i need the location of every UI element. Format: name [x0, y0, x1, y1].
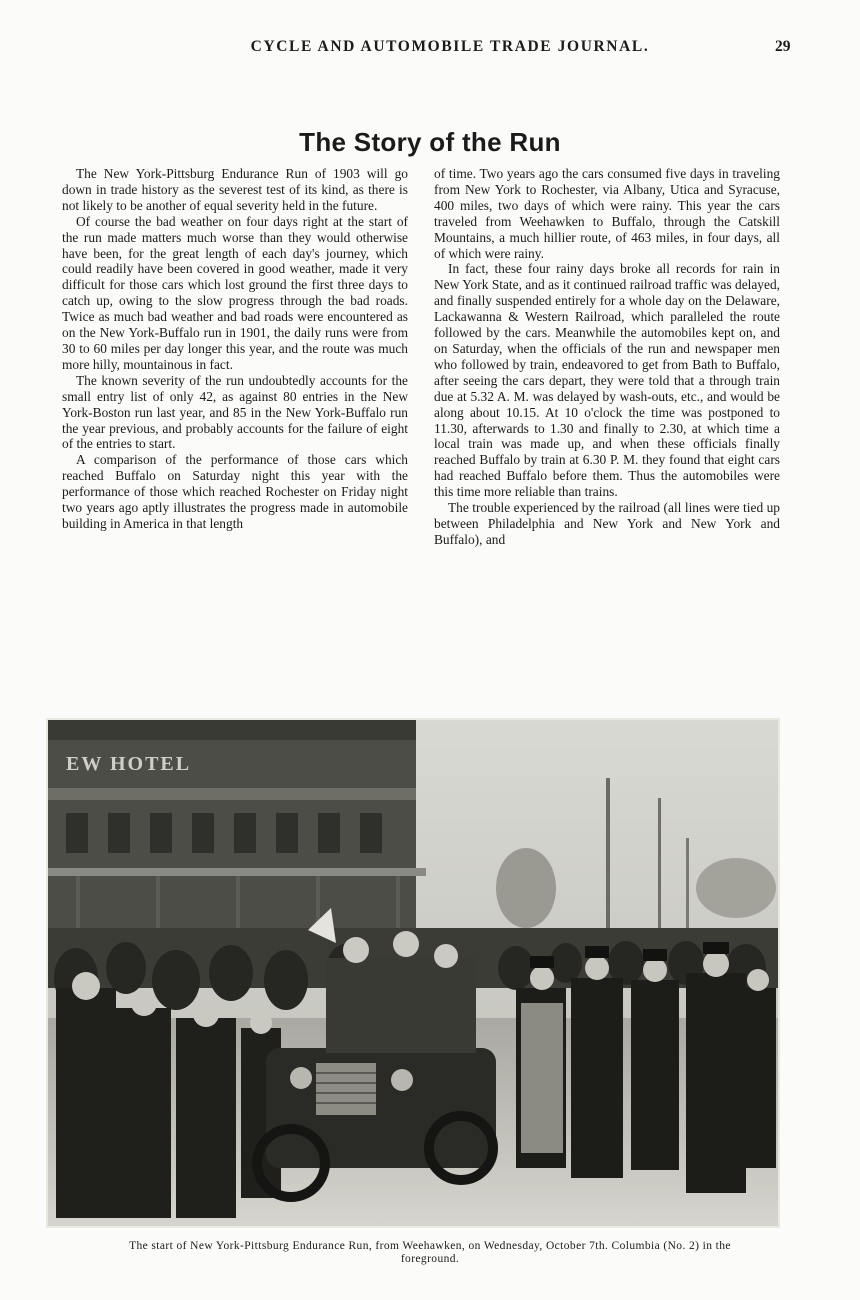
page-number: 29: [775, 38, 791, 55]
paragraph: The New York-Pittsburg Endurance Run of 1903 will go down in trade history as the severest test of its kind, as there is not likely to be another of equal severity held in the future.: [62, 166, 408, 213]
paragraph: Of course the bad weather on four days right at the start of the run made matters much worse than they would otherwise have been, for the great length of each day's journey, which could readily have been covered in good weather, made it very difficult for those cars which lost ground the first three days to catch up, owing to the slow progress through the bad roads. Twice as much bad weather and bad roads were encountered as on the New York-Buffalo run in 1901, the daily runs were from 30 to 60 miles per day longer this year, and the route was much more hilly, mountainous in fact.: [62, 213, 408, 372]
paragraph: In fact, these four rainy days broke all records for rain in New York State, and as it continued railroad traffic was delayed, and finally suspended entirely for a whole day on the Delaware, Lackawanna & Western Railroad, which paralleled the route followed by the cars. Meanwhile the automobiles kept on, and on Saturday, when the officials of the run and newspaper men who followed by train, endeavored to get from Bath to Buffalo, after seeing the cars depart, they were told that a through train due at 5.32 A. M. was delayed by wash-outs, etc., and would be along about 10.15. At 10 o'clock the time was postponed to 11.30, afterwards to 1.30 and finally to 2.30, at which time a local train was made up, and when these officials finally reached Buffalo by train at 6.30 P. M. they found that eight cars had reached Buffalo before them. Thus the automobiles were this time more reliable than trains.: [434, 261, 780, 500]
paragraph-continuation: of time. Two years ago the cars consumed five days in traveling from New York to Rochester, via Albany, Utica and Syracuse, 400 miles, two days of which were rainy. This year the cars traveled from Weehawken to Buffalo, through the Catskill Mountains, a much hillier route, of 463 miles, in four days, all of which were rainy.: [434, 166, 780, 261]
article-title: The Story of the Run: [299, 127, 561, 158]
photo-caption: The start of New York-Pittsburg Endurance Run, from Weehawken, on Wednesday, October 7th. Columbia (No. 2) in the foreground.: [129, 1240, 731, 1265]
text-column-right: [434, 166, 780, 548]
paragraph: The known severity of the run undoubtedly accounts for the small entry list of only 42, as against 80 entries in the New York-Boston run last year, and 85 in the New York-Buffalo run the year previous, and probably accounts for the failure of eight of the entries to start.: [62, 372, 408, 452]
running-header: CYCLE AND AUTOMOBILE TRADE JOURNAL.: [250, 38, 650, 55]
paragraph: The trouble experienced by the railroad (all lines were tied up between Philadelphia and New York and New York and Buffalo), and: [434, 500, 780, 547]
text-column-left: [62, 166, 408, 532]
halftone-photograph: [46, 718, 780, 1228]
paragraph: A comparison of the performance of those cars which reached Buffalo on Saturday night this year with the performance of those which reached Rochester on Friday night two years ago aptly illustrates the progress made in automobile building in America in that length: [62, 452, 408, 531]
photo-illustration: [46, 718, 780, 1228]
hotel-sign: EW HOTEL: [66, 753, 192, 775]
